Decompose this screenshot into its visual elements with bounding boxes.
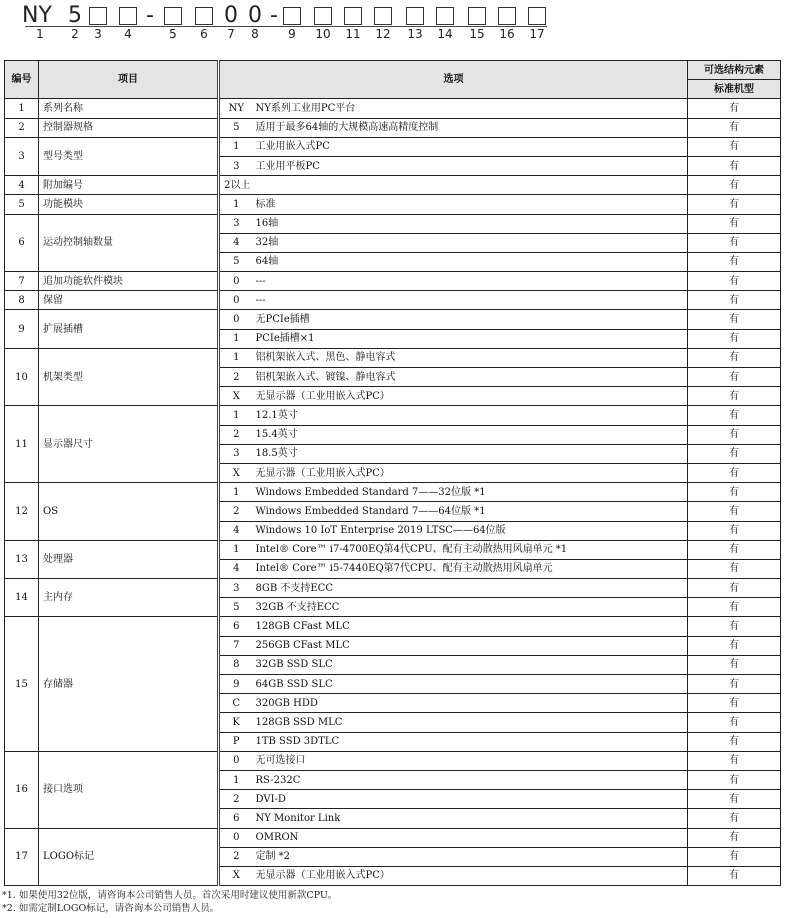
option-code: 9 — [219, 675, 253, 694]
option-description: 320GB HDD — [253, 694, 688, 713]
option-availability: 有 — [688, 828, 781, 847]
option-description: 32轴 — [253, 233, 688, 252]
option-availability: 有 — [688, 252, 781, 271]
option-description: 128GB SSD MLC — [253, 713, 688, 732]
option-description: --- — [253, 291, 688, 310]
option-availability: 有 — [688, 156, 781, 175]
code-position-number: 12 — [375, 27, 391, 41]
option-availability: 有 — [688, 233, 781, 252]
code-placeholder-box — [119, 7, 137, 25]
option-code: 5 — [219, 598, 253, 617]
option-description: Intel® Core™ i5-7440EQ第7代CPU、配有主动散热用风扇单元 — [253, 559, 688, 578]
option-code: 1 — [219, 540, 253, 559]
model-spec-table — [4, 60, 781, 886]
option-availability: 有 — [688, 617, 781, 636]
row-index: 3 — [5, 137, 39, 175]
option-code: 4 — [219, 521, 253, 540]
code-position-number: 4 — [124, 27, 132, 41]
option-availability: 有 — [688, 847, 781, 866]
row-index: 16 — [5, 751, 39, 828]
option-code: 3 — [219, 444, 253, 463]
option-availability: 有 — [688, 809, 781, 828]
code-placeholder-box — [164, 7, 182, 25]
row-item-name: 处理器 — [39, 540, 219, 578]
option-code: 6 — [219, 617, 253, 636]
row-index: 13 — [5, 540, 39, 578]
option-description: Windows 10 IoT Enterprise 2019 LTSC——64位版 — [253, 521, 688, 540]
code-position-number: 9 — [288, 27, 296, 41]
option-availability: 有 — [688, 348, 781, 367]
code-position-number: 10 — [315, 27, 331, 41]
table-row — [5, 406, 781, 425]
option-description: 标准 — [253, 195, 688, 214]
option-availability: 有 — [688, 444, 781, 463]
option-description: 64GB SSD SLC — [253, 675, 688, 694]
option-description: 无显示器（工业用嵌入式PC） — [253, 463, 688, 482]
row-item-name: 型号类型 — [39, 137, 219, 175]
code-segment-text: 5 — [68, 3, 82, 28]
code-placeholder-box — [89, 7, 107, 25]
option-availability: 有 — [688, 272, 781, 291]
option-code: 0 — [219, 310, 253, 329]
code-position-number: 14 — [437, 27, 453, 41]
table-row — [5, 137, 781, 156]
option-availability: 有 — [688, 214, 781, 233]
code-placeholder-box — [344, 7, 362, 25]
option-availability: 有 — [688, 137, 781, 156]
option-description: 15.4英寸 — [253, 425, 688, 444]
option-description: OMRON — [253, 828, 688, 847]
row-item-name: LOGO标记 — [39, 828, 219, 886]
row-item-name: 保留 — [39, 291, 219, 310]
row-item-name: 运动控制轴数量 — [39, 214, 219, 272]
code-segment-text: 0 — [224, 3, 238, 28]
header-optional-elements: 可选结构元素 — [688, 61, 781, 80]
header-standard-model: 标准机型 — [688, 80, 781, 99]
option-description: NY系列工业用PC平台 — [253, 99, 688, 118]
option-description: RS-232C — [253, 770, 688, 789]
option-description: 256GB CFast MLC — [253, 636, 688, 655]
table-row — [5, 579, 781, 598]
option-availability: 有 — [688, 329, 781, 348]
option-description: 定制 *2 — [253, 847, 688, 866]
row-index: 10 — [5, 348, 39, 406]
option-availability: 有 — [688, 521, 781, 540]
code-placeholder-box — [498, 7, 516, 25]
option-availability: 有 — [688, 502, 781, 521]
code-position-number: 6 — [200, 27, 208, 41]
option-availability: 有 — [688, 99, 781, 118]
row-item-name: 主内存 — [39, 579, 219, 617]
option-description: 64轴 — [253, 252, 688, 271]
option-description: 铝机架嵌入式、黑色、静电容式 — [253, 348, 688, 367]
code-placeholder-box — [468, 7, 486, 25]
option-code: 1 — [219, 348, 253, 367]
option-code: 2 — [219, 790, 253, 809]
option-availability: 有 — [688, 770, 781, 789]
option-availability: 有 — [688, 118, 781, 137]
option-code: 3 — [219, 156, 253, 175]
option-code: X — [219, 387, 253, 406]
option-description: 1TB SSD 3DTLC — [253, 732, 688, 751]
code-placeholder-box — [283, 7, 301, 25]
option-description: 无显示器（工业用嵌入式PC） — [253, 387, 688, 406]
option-code: 1 — [219, 406, 253, 425]
code-segment-text: 0 — [248, 3, 262, 28]
option-availability: 有 — [688, 195, 781, 214]
option-availability: 有 — [688, 655, 781, 674]
code-position-number: 11 — [345, 27, 361, 41]
row-index: 5 — [5, 195, 39, 214]
option-description: 工业用平板PC — [253, 156, 688, 175]
option-availability: 有 — [688, 694, 781, 713]
option-description: 适用于最多64轴的大规模高速高精度控制 — [253, 118, 688, 137]
option-availability: 有 — [688, 790, 781, 809]
table-row — [5, 348, 781, 367]
code-position-number: 13 — [407, 27, 423, 41]
row-index: 17 — [5, 828, 39, 886]
option-code: 2 — [219, 502, 253, 521]
row-index: 8 — [5, 291, 39, 310]
table-row — [5, 118, 781, 137]
option-availability: 有 — [688, 675, 781, 694]
code-segment-text: - — [146, 3, 154, 28]
row-item-name: 接口选项 — [39, 751, 219, 828]
header-options: 选项 — [219, 61, 688, 99]
option-code: 0 — [219, 751, 253, 770]
table-row — [5, 828, 781, 847]
option-availability: 有 — [688, 425, 781, 444]
option-code: 0 — [219, 291, 253, 310]
option-code: P — [219, 732, 253, 751]
row-item-name: 显示器尺寸 — [39, 406, 219, 483]
option-description: 32GB SSD SLC — [253, 655, 688, 674]
option-code: 1 — [219, 483, 253, 502]
option-description: Windows Embedded Standard 7——64位版 *1 — [253, 502, 688, 521]
option-code: 0 — [219, 828, 253, 847]
table-row — [5, 272, 781, 291]
table-row — [5, 214, 781, 233]
option-description: NY Monitor Link — [253, 809, 688, 828]
option-description: DVI-D — [253, 790, 688, 809]
code-placeholder-box — [314, 7, 332, 25]
row-index: 15 — [5, 617, 39, 751]
option-code: 5 — [219, 252, 253, 271]
code-placeholder-box — [436, 7, 454, 25]
row-index: 7 — [5, 272, 39, 291]
code-position-number: 15 — [469, 27, 485, 41]
option-description: 32GB 不支持ECC — [253, 598, 688, 617]
row-item-name: 追加功能软件模块 — [39, 272, 219, 291]
option-range-text: 2以上 — [219, 176, 688, 195]
option-availability: 有 — [688, 406, 781, 425]
option-code: 3 — [219, 214, 253, 233]
code-position-number: 8 — [251, 27, 259, 41]
option-code: X — [219, 866, 253, 885]
option-description: 铝机架嵌入式、镀镍、静电容式 — [253, 368, 688, 387]
option-code: 2 — [219, 847, 253, 866]
row-item-name: 附加编号 — [39, 176, 219, 195]
code-position-number: 7 — [227, 27, 235, 41]
option-availability: 有 — [688, 540, 781, 559]
option-description: 工业用嵌入式PC — [253, 137, 688, 156]
code-placeholder-box — [374, 7, 392, 25]
table-row — [5, 99, 781, 118]
option-code: K — [219, 713, 253, 732]
table-row — [5, 195, 781, 214]
code-position-number: 17 — [529, 27, 545, 41]
option-description: PCIe插槽×1 — [253, 329, 688, 348]
code-segment-text: - — [270, 3, 278, 28]
row-item-name: OS — [39, 483, 219, 541]
option-availability: 有 — [688, 176, 781, 195]
option-code: NY — [219, 99, 253, 118]
row-index: 9 — [5, 310, 39, 348]
option-availability: 有 — [688, 559, 781, 578]
row-item-name: 系列名称 — [39, 99, 219, 118]
option-description: --- — [253, 272, 688, 291]
option-code: 1 — [219, 137, 253, 156]
code-placeholder-box — [406, 7, 424, 25]
row-index: 4 — [5, 176, 39, 195]
option-code: 1 — [219, 329, 253, 348]
row-item-name: 存储器 — [39, 617, 219, 751]
option-description: Intel® Core™ i7-4700EQ第4代CPU、配有主动散热用风扇单元 *1 — [253, 540, 688, 559]
table-row — [5, 617, 781, 636]
option-code: X — [219, 463, 253, 482]
footnote-2: *2. 如需定制LOGO标记，请咨询本公司销售人员。 — [2, 903, 220, 914]
option-description: 无可选接口 — [253, 751, 688, 770]
option-description: 12.1英寸 — [253, 406, 688, 425]
option-availability: 有 — [688, 463, 781, 482]
option-availability: 有 — [688, 579, 781, 598]
option-availability: 有 — [688, 732, 781, 751]
table-body — [5, 99, 781, 886]
table-row — [5, 310, 781, 329]
row-item-name: 机架类型 — [39, 348, 219, 406]
table-row — [5, 483, 781, 502]
option-description: 16轴 — [253, 214, 688, 233]
code-position-number: 2 — [71, 27, 79, 41]
code-position-number: 1 — [36, 27, 44, 41]
table-row — [5, 291, 781, 310]
row-item-name: 功能模块 — [39, 195, 219, 214]
option-code: 2 — [219, 368, 253, 387]
row-index: 11 — [5, 406, 39, 483]
option-code: 5 — [219, 118, 253, 137]
option-description: 8GB 不支持ECC — [253, 579, 688, 598]
table-row — [5, 540, 781, 559]
option-availability: 有 — [688, 387, 781, 406]
option-availability: 有 — [688, 866, 781, 885]
option-code: 0 — [219, 272, 253, 291]
option-availability: 有 — [688, 751, 781, 770]
option-description: 无显示器（工业用嵌入式PC） — [253, 866, 688, 885]
header-index: 编号 — [5, 61, 39, 99]
option-code: 7 — [219, 636, 253, 655]
option-code: 4 — [219, 233, 253, 252]
code-position-number: 3 — [94, 27, 102, 41]
row-item-name: 扩展插槽 — [39, 310, 219, 348]
option-availability: 有 — [688, 368, 781, 387]
option-description: 128GB CFast MLC — [253, 617, 688, 636]
option-code: 3 — [219, 579, 253, 598]
row-index: 1 — [5, 99, 39, 118]
table-row — [5, 176, 781, 195]
code-position-number: 16 — [499, 27, 515, 41]
header-item: 项目 — [39, 61, 219, 99]
option-availability: 有 — [688, 310, 781, 329]
code-segment-text: NY — [22, 3, 52, 28]
row-index: 14 — [5, 579, 39, 617]
option-code: 1 — [219, 195, 253, 214]
option-availability: 有 — [688, 598, 781, 617]
option-description: Windows Embedded Standard 7——32位版 *1 — [253, 483, 688, 502]
option-code: 4 — [219, 559, 253, 578]
option-code: 1 — [219, 770, 253, 789]
code-placeholder-box — [528, 7, 546, 25]
option-code: 8 — [219, 655, 253, 674]
footnotes — [2, 889, 337, 915]
row-index: 2 — [5, 118, 39, 137]
code-placeholder-box — [195, 7, 213, 25]
footnote-1: *1. 如果使用32位版，请咨询本公司销售人员。首次采用时建议使用新款CPU。 — [2, 890, 338, 901]
option-code: 6 — [219, 809, 253, 828]
row-index: 6 — [5, 214, 39, 272]
option-code: C — [219, 694, 253, 713]
option-description: 无PCIe插槽 — [253, 310, 688, 329]
option-availability: 有 — [688, 636, 781, 655]
option-description: 18.5英寸 — [253, 444, 688, 463]
option-availability: 有 — [688, 713, 781, 732]
option-code: 2 — [219, 425, 253, 444]
row-item-name: 控制器规格 — [39, 118, 219, 137]
option-availability: 有 — [688, 291, 781, 310]
option-availability: 有 — [688, 483, 781, 502]
table-row — [5, 751, 781, 770]
row-index: 12 — [5, 483, 39, 541]
code-position-number: 5 — [169, 27, 177, 41]
